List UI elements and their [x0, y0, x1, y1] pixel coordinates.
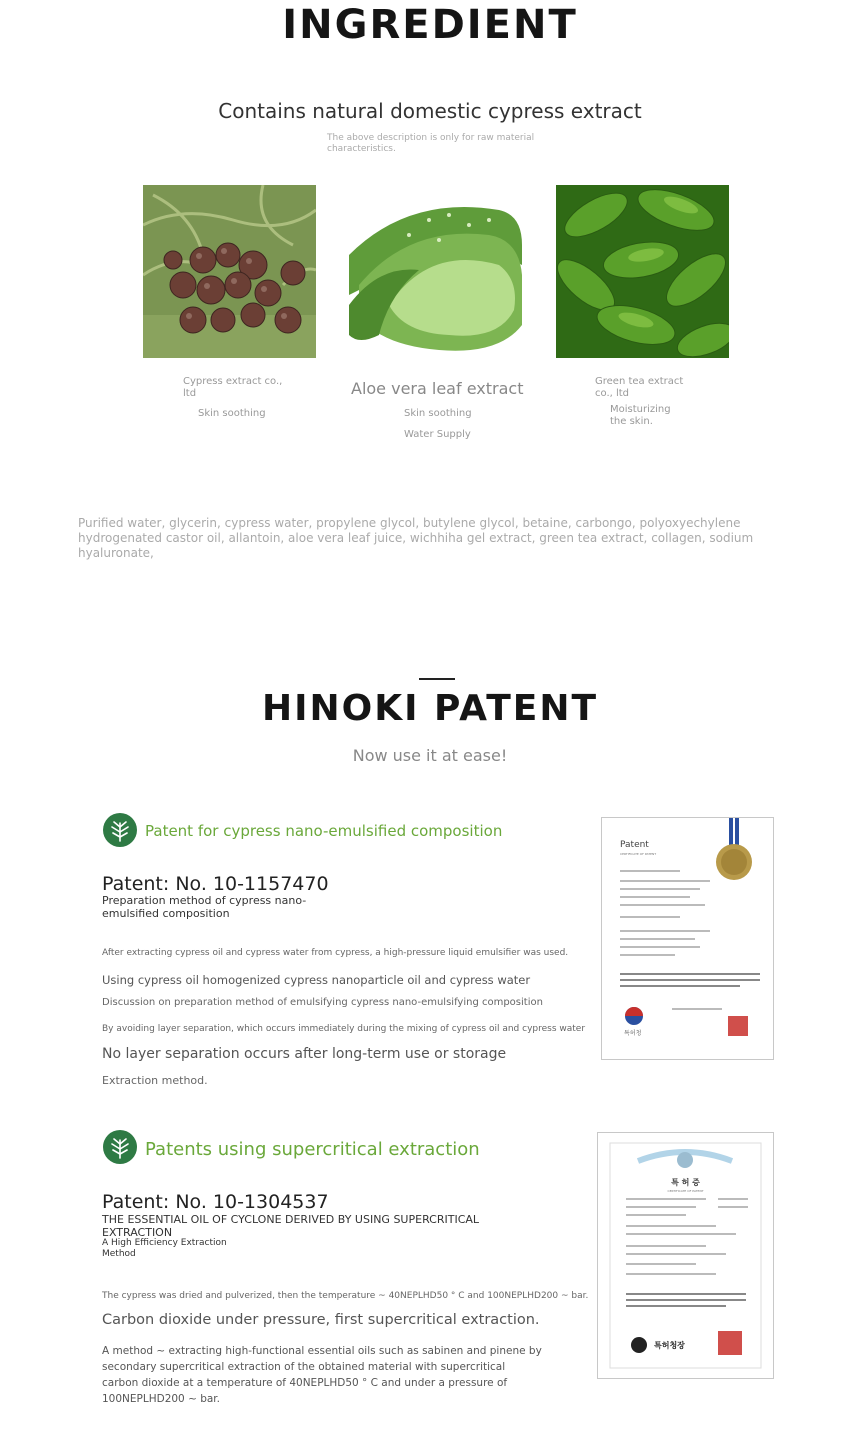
ingredient-title: INGREDIENT	[282, 2, 578, 48]
patent-desc-1: Preparation method of cypress nano-emulsified composition	[102, 894, 307, 920]
cert-2-office: 특허청장	[654, 1341, 685, 1350]
ingredient-subtitle: Contains natural domestic cypress extract	[218, 99, 642, 123]
patent-1-line-5: No layer separation occurs after long-term use or storage	[102, 1046, 507, 1062]
green-tea-name: Green tea extract co., ltd	[595, 376, 684, 399]
cert-2-subtitle: CERTIFICATE OF PATENT	[667, 1189, 704, 1193]
cypress-tree-icon	[103, 1130, 137, 1164]
patent-desc-2b: A High Efficiency Extraction Method	[102, 1238, 227, 1259]
cypress-photo	[143, 185, 316, 358]
patent-1-line-6: Extraction method.	[102, 1074, 208, 1087]
aloe-benefit-1: Skin soothing	[404, 408, 472, 419]
patent-1-line-1: After extracting cypress oil and cypress water from cypress, a high-pressure liquid emulsifier was used.	[102, 948, 569, 958]
aloe-benefit-2: Water Supply	[404, 429, 471, 440]
ingredient-note: The above description is only for raw material characteristics.	[327, 133, 535, 154]
patent-heading-1: Patent for cypress nano-emulsified composition	[145, 822, 503, 840]
cert-1-subtitle: CERTIFICATE OF PATENT	[620, 852, 657, 856]
patent-2-line-3: A method ~ extracting high-functional essential oils such as sabinen and pinene by secondary supercritical extraction of the obtained material with supercritical carbon dioxide at a temperature of 40NEPLHD50 ° C and under a pressure of 100NEPLHD200 ~ bar.	[102, 1345, 542, 1405]
patent-number-1: Patent: No. 10-1157470	[102, 873, 329, 895]
patent-number-2: Patent: No. 10-1304537	[102, 1191, 329, 1213]
aloe-photo	[349, 185, 522, 358]
green-tea-photo	[556, 185, 729, 358]
cert-2-title: 특 허 증	[671, 1178, 700, 1187]
patent-2-line-1: The cypress was dried and pulverized, then the temperature ~ 40NEPLHD50 ° C and 100NEPLHD200 ~ bar.	[102, 1291, 589, 1301]
patent-desc-2: THE ESSENTIAL OIL OF CYCLONE DERIVED BY USING SUPERCRITICAL EXTRACTION	[102, 1213, 480, 1239]
title-divider	[419, 678, 455, 680]
patent-2-line-2: Carbon dioxide under pressure, first supercritical extraction.	[102, 1312, 540, 1328]
patent-certificate-2	[597, 1132, 774, 1379]
cypress-benefit: Skin soothing	[198, 408, 266, 419]
patent-1-line-3: Discussion on preparation method of emulsifying cypress nano-emulsifying composition	[102, 997, 543, 1008]
green-tea-benefit: Moisturizing the skin.	[610, 404, 671, 427]
patent-1-line-4: By avoiding layer separation, which occurs immediately during the mixing of cypress oil and cypress water	[102, 1024, 586, 1034]
patent-heading-2: Patents using supercritical extraction	[145, 1139, 480, 1160]
cypress-tree-icon	[103, 813, 137, 847]
patent-1-line-2: Using cypress oil homogenized cypress nanoparticle oil and cypress water	[102, 973, 531, 987]
cert-1-title: Patent	[620, 840, 649, 850]
ingredients-list: Purified water, glycerin, cypress water, propylene glycol, butylene glycol, betaine, carbongo, polyoxyechylene hydrogenated castor oil, allantoin, aloe vera leaf juice, wichhiha gel extract, green tea extract, collagen, sodium hyaluronate,	[78, 516, 754, 560]
cypress-name: Cypress extract co., ltd	[183, 376, 283, 399]
patent-certificate-1	[601, 817, 774, 1060]
aloe-name: Aloe vera leaf extract	[351, 379, 524, 398]
patent-tagline: Now use it at ease!	[352, 746, 508, 765]
patent-title: HINOKI PATENT	[261, 688, 599, 729]
cert-1-office: 특허청	[624, 1030, 642, 1037]
